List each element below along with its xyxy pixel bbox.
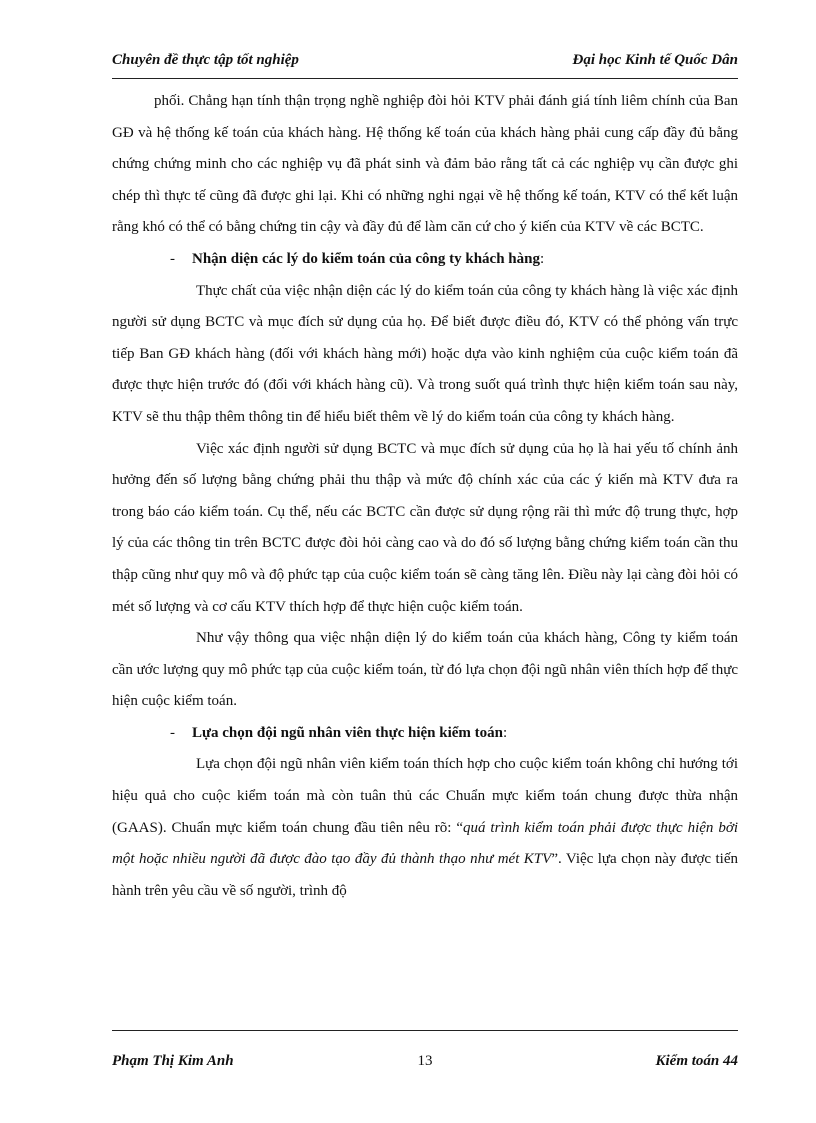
paragraph-continuation: phối. Chẳng hạn tính thận trọng nghề nghiệp đòi hỏi KTV phải đánh giá tính liêm chính của Ban GĐ và hệ thống kế toán của khách hàng. Hệ thống kế toán của khách hàng phải cung cấp đầy đủ bằng chứng chứng minh cho các nghiệp vụ đã phát sinh và đảm bảo rằng tất cả các nghiệp vụ cần được ghi chép thì thực tế cũng đã được ghi lại. Khi có những nghi ngại về hệ thống kế toán, KTV có thể kết luận rằng khó có thể có bằng chứng tin cậy và đầy đủ để làm căn cứ cho ý kiến của KTV về các BCTC. <box>112 93 738 236</box>
header-document-type: Chuyên đề thực tập tốt nghiệp <box>112 52 299 68</box>
heading-text: Lựa chọn đội ngũ nhân viên thực hiện kiểm toán <box>192 724 503 741</box>
page-body <box>112 86 738 907</box>
quoted-standard: quá trình kiểm toán phải được thực hiện bởi một hoặc nhiều người đã được đào tạo đầy đủ thành thạo như mét KTV <box>112 819 738 868</box>
footer-rule <box>112 1030 738 1031</box>
footer-author: Phạm Thị Kim Anh <box>112 1053 234 1069</box>
header-rule <box>112 78 738 79</box>
section-heading-staff-selection <box>112 718 738 750</box>
footer-class: Kiểm toán 44 <box>655 1053 738 1069</box>
heading-colon: : <box>539 250 545 267</box>
paragraph-conclusion: Như vậy thông qua việc nhận diện lý do kiểm toán của khách hàng, Công ty kiểm toán cần ước lượng quy mô phức tạp của cuộc kiểm toán, từ đó lựa chọn đội ngũ nhân viên thích hợp để thực hiện cuộc kiểm toán. <box>112 630 738 710</box>
paragraph-text: Lựa chọn đội ngũ nhân viên kiểm toán thích hợp cho cuộc kiểm toán không chỉ hướng tới hiệu quả cho cuộc kiểm toán mà còn tuân thủ các Chuẩn mực kiểm toán chung được thừa nhận (GAAS). Chuẩn mực kiểm toán chung đầu tiên nêu rõ: “ <box>112 756 738 836</box>
header-university: Đại học Kinh tế Quốc Dân <box>572 52 738 68</box>
bullet-dash: - <box>170 250 175 267</box>
heading-colon: : <box>503 724 508 741</box>
paragraph-audit-reasons: Thực chất của việc nhận diện các lý do kiểm toán của công ty khách hàng là việc xác định người sử dụng BCTC và mục đích sử dụng của họ. Để biết được điều đó, KTV có thể phỏng vấn trực tiếp Ban GĐ khách hàng (đối với khách hàng mới) hoặc dựa vào kinh nghiệm của cuộc kiểm toán đã được thực hiện trước đó (đối với khách hàng cũ). Và trong suốt quá trình thực hiện kiểm toán sau này, KTV sẽ thu thập thêm thông tin để hiểu biết thêm về lý do kiểm toán của công ty khách hàng. <box>112 282 738 425</box>
heading-text: Nhận diện các lý do kiểm toán của công ty khách hàng <box>192 250 540 267</box>
bullet-dash: - <box>170 724 175 741</box>
page-header <box>112 52 738 74</box>
paragraph-staff-selection <box>112 749 738 907</box>
page-number: 13 <box>417 1053 433 1069</box>
page-footer <box>112 1053 738 1075</box>
section-heading-audit-reasons <box>112 244 738 276</box>
paragraph-users-purpose: Việc xác định người sử dụng BCTC và mục đích sử dụng của họ là hai yếu tố chính ảnh hưởng đến số lượng bằng chứng phải thu thập và mức độ chính xác của các ý kiến mà KTV đưa ra trong báo cáo kiểm toán. Cụ thể, nếu các BCTC cần được sử dụng rộng rãi thì mức độ trung thực, hợp lý của các thông tin trên BCTC được đòi hỏi càng cao và do đó số lượng bằng chứng kiểm toán cần thu thập cũng như quy mô và độ phức tạp của cuộc kiểm toán sẽ càng tăng lên. Điều này lại càng đòi hỏi có mét số lượng và cơ cấu KTV thích hợp để thực hiện cuộc kiểm toán. <box>112 440 738 615</box>
paragraph-text-end: ”. Việc lựa chọn này được tiến hành trên yêu cầu về số người, trình độ <box>112 851 738 899</box>
